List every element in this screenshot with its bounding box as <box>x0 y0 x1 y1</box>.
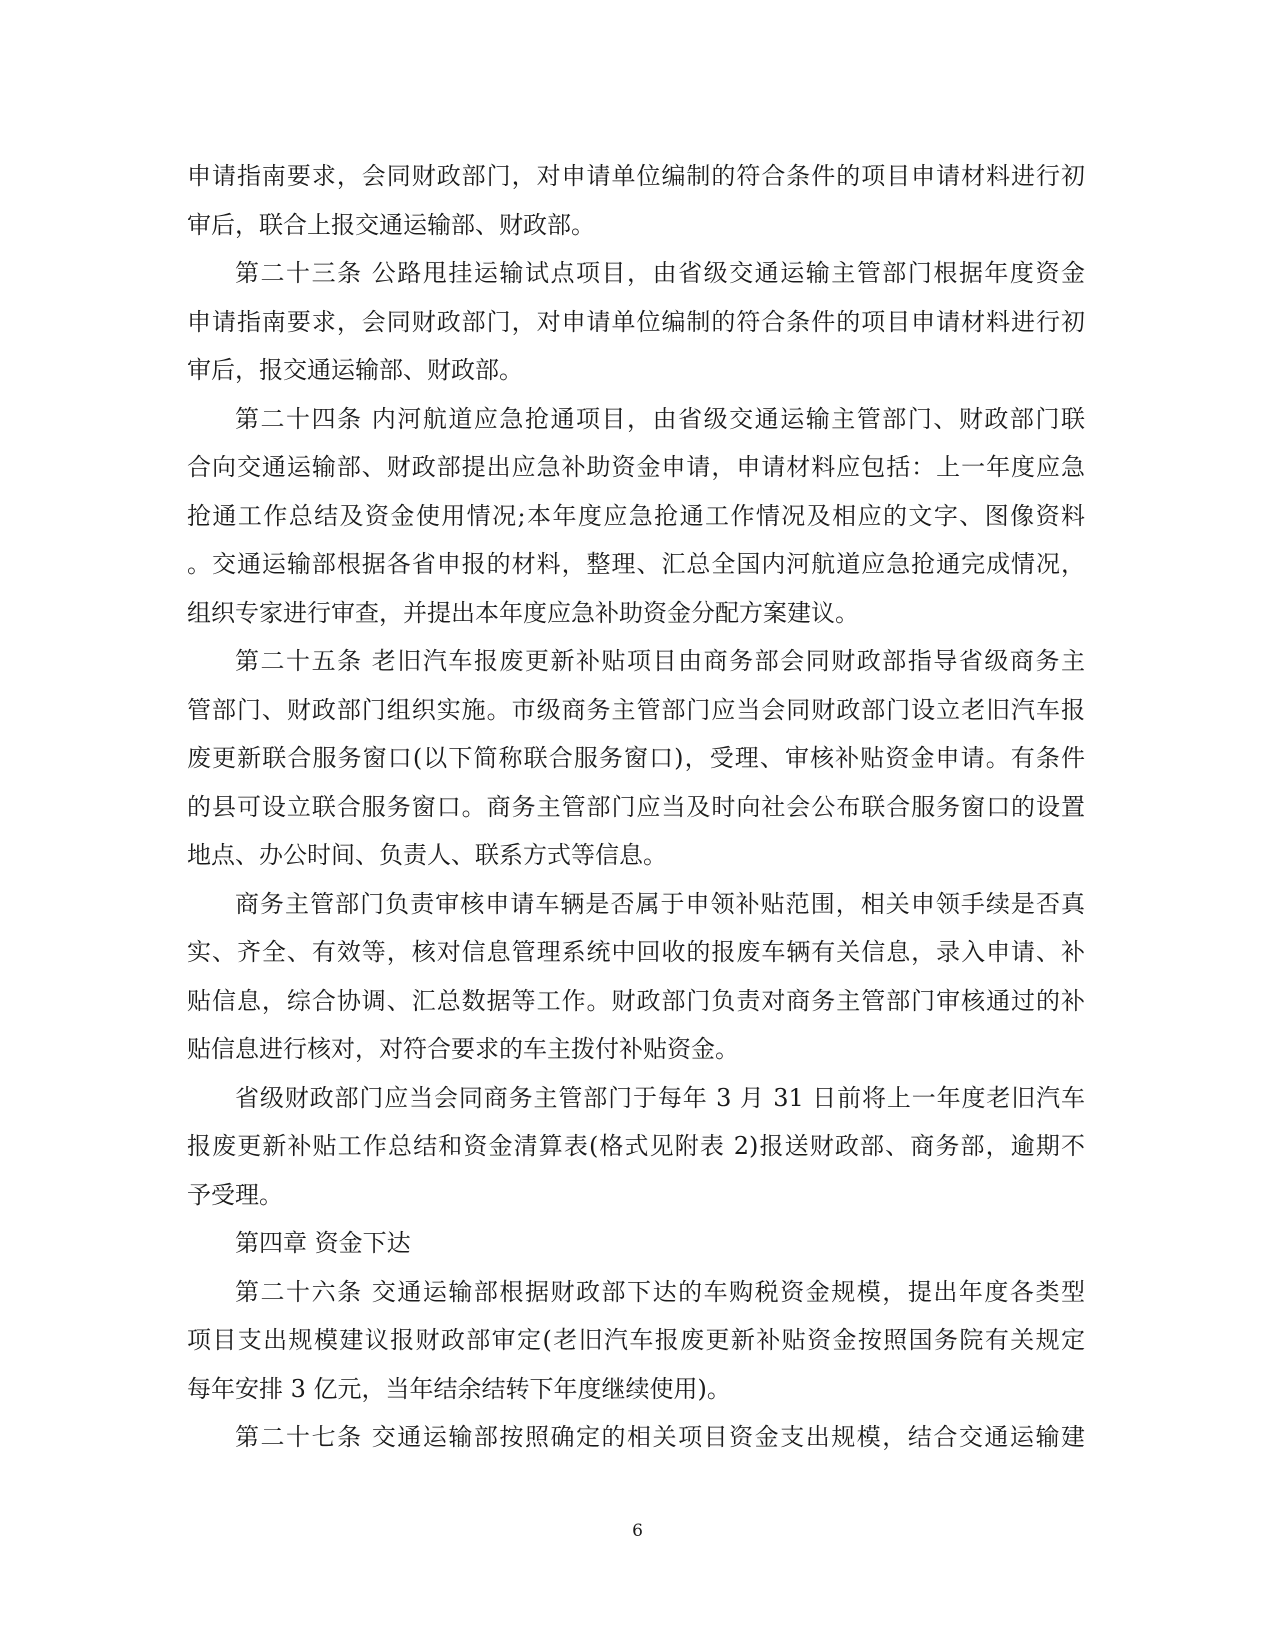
paragraph-start-line: 商务主管部门负责审核申请车辆是否属于申领补贴范围，相关申领手续是否真 <box>235 889 1085 918</box>
document-body <box>187 152 1085 1462</box>
text-line: 抢通工作总结及资金使用情况;本年度应急抢通工作情况及相应的文字、图像资料 <box>187 501 1085 530</box>
text-line: 审后，报交通运输部、财政部。 <box>187 356 523 384</box>
text-line: 项目支出规模建议报财政部审定(老旧汽车报废更新补贴资金按照国务院有关规定 <box>187 1326 1085 1354</box>
chapter-4-heading: 第四章 资金下达 <box>235 1229 411 1257</box>
text-line: 组织专家进行审查，并提出本年度应急补助资金分配方案建议。 <box>187 598 859 627</box>
text-line: 予受理。 <box>187 1180 283 1209</box>
article-24-heading-line: 第二十四条 内河航道应急抢通项目，由省级交通运输主管部门、财政部门联 <box>235 404 1085 433</box>
article-27-heading-line: 第二十七条 交通运输部按照确定的相关项目资金支出规模，结合交通运输建 <box>235 1423 1085 1451</box>
article-26-heading-line: 第二十六条 交通运输部根据财政部下达的车购税资金规模，提出年度各类型 <box>235 1277 1085 1306</box>
text-line: 贴信息，综合协调、汇总数据等工作。财政部门负责对商务主管部门审核通过的补 <box>187 986 1085 1015</box>
article-25-heading-line: 第二十五条 老旧汽车报废更新补贴项目由商务部会同财政部指导省级商务主 <box>235 647 1085 675</box>
text-line: 地点、办公时间、负责人、联系方式等信息。 <box>187 841 667 869</box>
article-23-heading-line: 第二十三条 公路甩挂运输试点项目，由省级交通运输主管部门根据年度资金 <box>235 259 1085 287</box>
text-line: 申请指南要求，会同财政部门，对申请单位编制的符合条件的项目申请材料进行初 <box>187 307 1085 336</box>
text-line: 管部门、财政部门组织实施。市级商务主管部门应当会同财政部门设立老旧汽车报 <box>187 695 1085 724</box>
text-line: 实、齐全、有效等，核对信息管理系统中回收的报废车辆有关信息，录入申请、补 <box>187 938 1085 966</box>
text-line: 合向交通运输部、财政部提出应急补助资金申请，申请材料应包括：上一年度应急 <box>187 453 1085 481</box>
text-line: 。交通运输部根据各省申报的材料，整理、汇总全国内河航道应急抢通完成情况， <box>187 550 1085 578</box>
paragraph-start-line: 省级财政部门应当会同商务主管部门于每年 3 月 31 日前将上一年度老旧汽车 <box>235 1083 1085 1112</box>
text-line: 审后，联合上报交通运输部、财政部。 <box>187 210 595 239</box>
text-line: 废更新联合服务窗口(以下简称联合服务窗口)，受理、审核补贴资金申请。有条件 <box>187 744 1085 772</box>
text-line: 报废更新补贴工作总结和资金清算表(格式见附表 2)报送财政部、商务部，逾期不 <box>187 1132 1085 1160</box>
page-number: 6 <box>632 1521 643 1541</box>
text-line: 的县可设立联合服务窗口。商务主管部门应当及时向社会公布联合服务窗口的设置 <box>187 792 1085 821</box>
text-line: 申请指南要求，会同财政部门，对申请单位编制的符合条件的项目申请材料进行初 <box>187 162 1085 190</box>
text-line: 每年安排 3 亿元，当年结余结转下年度继续使用)。 <box>187 1374 731 1403</box>
text-line: 贴信息进行核对，对符合要求的车主拨付补贴资金。 <box>187 1035 739 1063</box>
